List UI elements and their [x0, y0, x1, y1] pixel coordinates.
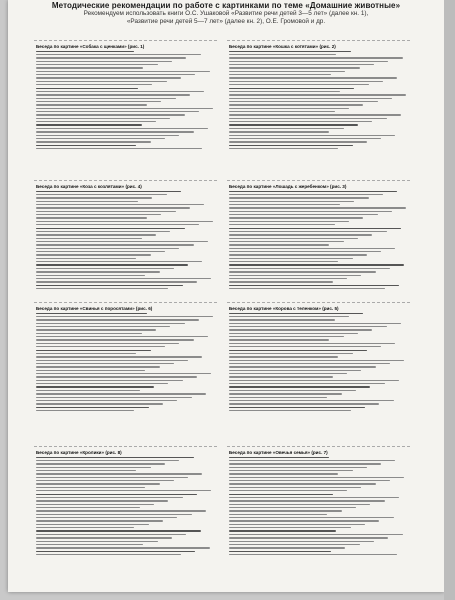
text-line [36, 98, 176, 99]
text-line [36, 264, 188, 265]
card-body-text [229, 457, 408, 556]
text-line [229, 244, 329, 245]
text-line [36, 530, 201, 531]
text-line [229, 350, 367, 351]
text-line [36, 278, 211, 279]
text-line [36, 370, 145, 371]
text-line [36, 343, 179, 344]
card-cow [227, 302, 410, 446]
text-line [36, 111, 199, 112]
card-dog [34, 40, 217, 180]
text-line [36, 118, 170, 119]
text-line [229, 551, 331, 552]
text-line [229, 514, 327, 515]
text-line [229, 494, 333, 495]
text-line [229, 366, 376, 367]
text-line [229, 333, 358, 334]
text-line [229, 91, 340, 92]
text-line [229, 487, 361, 488]
text-line [36, 551, 195, 552]
text-line [229, 537, 388, 538]
card-body-text [229, 51, 408, 150]
text-line [36, 64, 158, 65]
text-line [36, 61, 172, 62]
text-line [36, 407, 149, 408]
text-line [229, 131, 329, 132]
text-line [229, 477, 404, 478]
text-line [229, 504, 370, 505]
text-line [36, 520, 163, 521]
page-title: Методические рекомендации по работе с картинками по теме «Домашние животные» [51, 1, 401, 10]
text-line [229, 483, 376, 484]
text-line [229, 214, 378, 215]
text-line [36, 500, 168, 501]
text-line [36, 261, 202, 262]
text-line [36, 313, 147, 314]
text-line [36, 326, 170, 327]
text-line [229, 228, 401, 229]
text-line [229, 145, 353, 146]
text-line [229, 390, 356, 391]
text-line [36, 285, 183, 286]
text-line [229, 323, 401, 324]
text-line [36, 316, 213, 317]
card-body-text [229, 191, 408, 290]
text-line [229, 275, 361, 276]
text-line [36, 483, 160, 484]
text-line [229, 224, 335, 225]
text-line [36, 281, 197, 282]
page-header [8, 0, 444, 26]
text-line [229, 148, 338, 149]
text-line [36, 254, 151, 255]
text-line [229, 207, 406, 208]
text-line [229, 238, 358, 239]
text-line [36, 339, 194, 340]
text-line [36, 211, 176, 212]
text-line [229, 118, 387, 119]
text-line [229, 386, 370, 387]
card-rabbits [34, 446, 217, 568]
card-body-text [36, 51, 215, 150]
card-body-text [36, 191, 215, 290]
text-line [36, 271, 160, 272]
text-line [36, 248, 179, 249]
text-line [229, 211, 392, 212]
text-line [36, 497, 183, 498]
text-line [36, 554, 181, 555]
text-line [229, 241, 344, 242]
text-line [229, 258, 353, 259]
text-line [229, 264, 404, 265]
text-line [36, 128, 208, 129]
card-goat [34, 180, 217, 302]
text-line [36, 393, 206, 394]
text-line [229, 467, 367, 468]
text-line [229, 547, 345, 548]
text-line [229, 410, 351, 411]
text-line [229, 98, 392, 99]
text-line [229, 530, 336, 531]
text-line [229, 197, 369, 198]
card-title: Беседа по картине «Коза с козлятами» (рис. 4) [36, 184, 142, 189]
text-line [229, 261, 338, 262]
text-line [36, 244, 194, 245]
text-line [229, 74, 331, 75]
text-line [36, 350, 151, 351]
text-line [36, 94, 190, 95]
text-line [36, 490, 211, 491]
text-line [36, 197, 152, 198]
text-line [229, 114, 401, 115]
text-line [229, 473, 338, 474]
text-line [229, 403, 379, 404]
text-line [229, 460, 395, 461]
text-line [36, 410, 134, 411]
text-line [229, 128, 344, 129]
text-line [229, 393, 342, 394]
text-line [229, 231, 387, 232]
card-horse [227, 180, 410, 302]
text-line [229, 360, 404, 361]
cards-grid [34, 40, 410, 568]
text-line [36, 217, 147, 218]
card-pig [34, 302, 217, 446]
text-line [36, 104, 147, 105]
card-title: Беседа по картине «Кошка с котятами» (рис. 2) [229, 44, 336, 49]
text-line [229, 135, 395, 136]
text-line [229, 370, 361, 371]
text-line [229, 77, 397, 78]
text-line [229, 363, 390, 364]
text-line [36, 201, 138, 202]
card-title: Беседа по картине «Овечья семья» (рис. 7) [229, 450, 328, 455]
text-line [229, 480, 390, 481]
text-line [36, 537, 172, 538]
text-line [36, 191, 181, 192]
text-line [36, 207, 190, 208]
text-line [36, 400, 177, 401]
text-line [229, 254, 367, 255]
text-line [36, 403, 163, 404]
text-line [229, 124, 358, 125]
text-line [36, 527, 134, 528]
card-title: Беседа по картине «Лошадь с жеребенком» (рис. 3) [229, 184, 347, 189]
text-line [36, 148, 202, 149]
text-line [36, 234, 156, 235]
text-line [36, 238, 142, 239]
text-line [229, 400, 394, 401]
text-line [229, 326, 387, 327]
text-line [36, 333, 142, 334]
text-line [36, 336, 208, 337]
text-line [36, 524, 149, 525]
text-line [36, 288, 168, 289]
text-line [229, 61, 388, 62]
text-line [229, 201, 354, 202]
text-line [229, 554, 397, 555]
text-line [229, 397, 327, 398]
text-line [36, 84, 152, 85]
text-line [229, 104, 363, 105]
text-line [229, 520, 379, 521]
text-line [36, 224, 199, 225]
card-body-text [36, 313, 215, 412]
text-line [36, 67, 143, 68]
text-line [229, 524, 365, 525]
text-line [229, 353, 353, 354]
text-line [36, 547, 210, 548]
text-line [36, 507, 140, 508]
text-line [36, 477, 188, 478]
text-line [229, 138, 381, 139]
text-line [36, 510, 206, 511]
text-line [229, 527, 351, 528]
text-line [229, 288, 385, 289]
text-line [229, 108, 349, 109]
text-line [36, 114, 185, 115]
text-line [36, 241, 208, 242]
text-line [229, 94, 406, 95]
text-line [36, 383, 168, 384]
subtitle-line-2: «Развитие речи детей 5—7 лет» (далее кн. 2), О.Е. Громовой и др. [126, 17, 326, 25]
text-line [229, 194, 383, 195]
text-line [229, 517, 394, 518]
text-line [229, 71, 345, 72]
text-line [36, 541, 158, 542]
text-line [229, 251, 381, 252]
text-line [229, 346, 381, 347]
text-line [229, 541, 374, 542]
text-line [36, 504, 154, 505]
text-line [229, 339, 329, 340]
text-line [36, 108, 213, 109]
text-line [36, 457, 194, 458]
text-line [229, 463, 381, 464]
text-line [229, 141, 367, 142]
text-line [36, 251, 165, 252]
text-line [36, 363, 174, 364]
text-line [229, 507, 356, 508]
text-line [36, 390, 140, 391]
card-title: Беседа по картине «Собака с щенками» (рис. 1) [36, 44, 145, 49]
text-line [229, 67, 360, 68]
text-line [229, 81, 383, 82]
text-line [229, 544, 360, 545]
text-line [36, 517, 177, 518]
document-page [8, 0, 444, 592]
card-title: Беседа по картине «Свинья с поросятами» (рис. 6) [36, 306, 153, 311]
text-line [229, 64, 374, 65]
text-line [229, 204, 340, 205]
text-line [229, 191, 397, 192]
card-body-text [36, 457, 215, 556]
text-line [229, 281, 333, 282]
text-line [36, 373, 211, 374]
text-line [36, 51, 134, 52]
text-line [36, 319, 199, 320]
text-line [36, 81, 167, 82]
card-sheep [227, 446, 410, 568]
text-line [229, 285, 399, 286]
text-line [229, 313, 363, 314]
card-title: Беседа по картине «Корова с теленком» (рис. 5) [229, 306, 339, 311]
text-line [36, 145, 136, 146]
text-line [229, 101, 378, 102]
text-line [36, 329, 156, 330]
text-line [229, 343, 395, 344]
text-line [229, 510, 342, 511]
text-line [36, 470, 136, 471]
text-line [229, 490, 347, 491]
text-line [229, 84, 369, 85]
text-line [36, 366, 160, 367]
text-line [36, 135, 179, 136]
text-line [36, 275, 145, 276]
text-line [36, 467, 151, 468]
text-line [36, 77, 181, 78]
text-line [36, 544, 143, 545]
card-title: Беседа по картине «Кролики» (рис. 8) [36, 450, 122, 455]
text-line [36, 353, 136, 354]
card-cat [227, 40, 410, 180]
text-line [36, 534, 186, 535]
text-line [229, 234, 372, 235]
text-line [36, 71, 210, 72]
text-line [36, 54, 201, 55]
text-line [36, 138, 165, 139]
text-line [229, 376, 333, 377]
text-line [229, 57, 403, 58]
text-line [36, 221, 213, 222]
text-line [229, 497, 399, 498]
text-line [229, 54, 336, 55]
text-line [36, 131, 194, 132]
text-line [36, 194, 167, 195]
text-line [229, 217, 363, 218]
text-line [229, 271, 376, 272]
text-line [229, 268, 390, 269]
text-line [229, 407, 365, 408]
text-line [36, 57, 186, 58]
text-line [229, 383, 385, 384]
text-line [36, 74, 195, 75]
text-line [36, 376, 197, 377]
text-line [36, 473, 202, 474]
text-line [229, 319, 335, 320]
text-line [36, 323, 185, 324]
text-line [229, 356, 338, 357]
text-line [36, 231, 170, 232]
text-line [36, 214, 161, 215]
text-line [36, 346, 165, 347]
text-line [36, 480, 174, 481]
text-line [36, 88, 138, 89]
text-line [36, 386, 154, 387]
text-line [36, 91, 204, 92]
card-body-text [229, 313, 408, 412]
text-line [36, 397, 192, 398]
text-line [229, 380, 399, 381]
text-line [229, 221, 349, 222]
text-line [229, 121, 372, 122]
text-line [229, 278, 347, 279]
text-line [229, 88, 354, 89]
text-line [36, 228, 185, 229]
text-line [36, 121, 156, 122]
text-line [36, 487, 145, 488]
text-line [36, 460, 179, 461]
text-line [36, 101, 161, 102]
text-line [229, 329, 372, 330]
text-line [36, 494, 197, 495]
page-edge-shadow [444, 0, 455, 600]
text-line [229, 534, 403, 535]
text-line [229, 336, 344, 337]
text-line [36, 360, 188, 361]
text-line [36, 124, 142, 125]
text-line [229, 470, 353, 471]
text-line [36, 380, 183, 381]
text-line [36, 463, 165, 464]
text-line [229, 457, 329, 458]
text-line [229, 373, 347, 374]
subtitle-line-1: Рекомендуем использовать книги О.С. Ушаковой «Развитие речи детей 3—5 лет» (далее кн. 1), [83, 10, 369, 17]
text-line [36, 258, 136, 259]
text-line [36, 268, 174, 269]
text-line [36, 204, 204, 205]
text-line [36, 514, 192, 515]
text-line [229, 51, 351, 52]
text-line [229, 248, 395, 249]
text-line [229, 316, 349, 317]
text-line [229, 500, 385, 501]
text-line [36, 141, 151, 142]
text-line [229, 111, 335, 112]
text-line [36, 356, 202, 357]
